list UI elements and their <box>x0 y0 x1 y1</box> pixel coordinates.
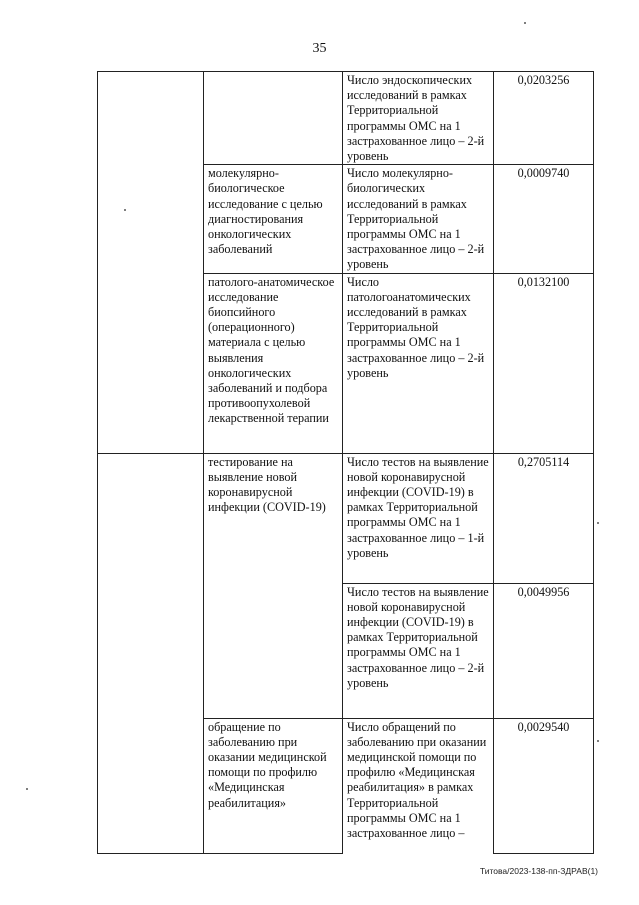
document-footer: Титова/2023-138-пп-ЗДРАВ(1) <box>479 866 598 876</box>
table-row <box>98 453 594 583</box>
service-cell: обращение по заболеванию при оказании медицинской помощи по профилю «Медицинская реабилитация» <box>204 718 343 853</box>
service-cell: тестирование на выявление новой коронавирусной инфекции (COVID-19) <box>204 453 343 718</box>
scan-speck <box>597 740 599 742</box>
category-cell <box>98 72 204 454</box>
service-cell <box>204 72 343 165</box>
page-number: 35 <box>312 41 327 56</box>
indicator-cell: Число эндоскопических исследований в рамках Территориальной программы ОМС на 1 застрахованное лицо – 2-й уровень <box>343 72 494 165</box>
value-cell: 0,0009740 <box>494 165 594 273</box>
indicator-cell: Число тестов на выявление новой коронавирусной инфекции (COVID-19) в рамках Территориальной программы ОМС на 1 застрахованное лицо – 2-й уровень <box>343 583 494 718</box>
table-row <box>98 72 594 165</box>
category-cell <box>98 453 204 853</box>
indicators-table <box>97 71 594 854</box>
indicator-cell: Число патологоанатомических исследований в рамках Территориальной программы ОМС на 1 застрахованное лицо – 2-й уровень <box>343 273 494 453</box>
value-cell: 0,0203256 <box>494 72 594 165</box>
scan-speck <box>524 22 526 24</box>
scan-speck <box>597 522 599 524</box>
indicator-cell: Число тестов на выявление новой коронавирусной инфекции (COVID-19) в рамках Территориальной программы ОМС на 1 застрахованное лицо – 1-й уровень <box>343 453 494 583</box>
scan-speck <box>26 788 28 790</box>
value-cell: 0,0132100 <box>494 273 594 453</box>
indicator-cell: Число молекулярно-биологических исследований в рамках Территориальной программы ОМС на 1 застрахованное лицо – 2-й уровень <box>343 165 494 273</box>
value-cell: 0,0029540 <box>494 718 594 853</box>
indicator-cell: Число обращений по заболеванию при оказании медицинской помощи по профилю «Медицинская реабилитация» в рамках Территориальной программы ОМС на 1 застрахованное лицо – <box>343 718 494 853</box>
value-cell: 0,0049956 <box>494 583 594 718</box>
scan-speck <box>124 209 126 211</box>
service-cell: патолого-анатомическое исследование биопсийного (операционного) материала с целью выявления онкологических заболеваний и подбора противоопухолевой лекарственной терапии <box>204 273 343 453</box>
value-cell: 0,2705114 <box>494 453 594 583</box>
service-cell: молекулярно-биологическое исследование с целью диагностирования онкологических заболеваний <box>204 165 343 273</box>
